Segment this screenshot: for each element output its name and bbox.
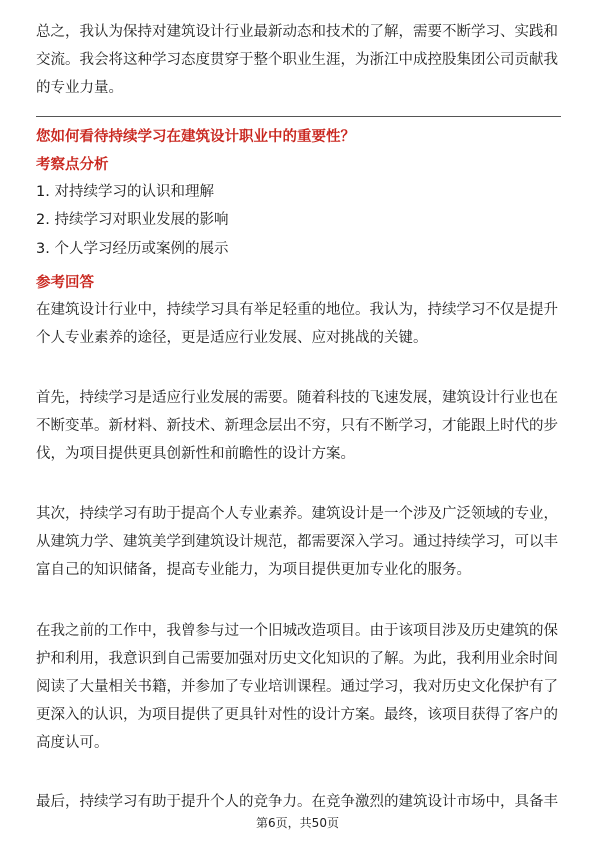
text-line: 总之，我认为保持对建筑设计行业最新动态和技术的了解，需要不断学习、实践和 (36, 24, 558, 40)
analysis-item: 3. 个人学习经历或案例的展示 (36, 241, 229, 257)
section-divider (36, 116, 561, 117)
conclusion-paragraph (36, 18, 561, 102)
text-line: 在建筑设计行业中，持续学习具有举足轻重的地位。我认为，持续学习不仅是提升 (36, 302, 558, 318)
text-line: 不断变革。新材料、新技术、新理念层出不穷，只有不断学习，才能跟上时代的步 (36, 418, 558, 434)
text-line: 更深入的认识，为项目提供了更具针对性的设计方案。最终，该项目获得了客户的 (36, 707, 558, 723)
analysis-item: 2. 持续学习对职业发展的影响 (36, 212, 229, 228)
analysis-item: 1. 对持续学习的认识和理解 (36, 184, 214, 200)
text-line: 从建筑力学、建筑美学到建筑设计规范，都需要深入学习。通过持续学习，可以丰 (36, 534, 558, 550)
text-line: 最后，持续学习有助于提升个人的竞争力。在竞争激烈的建筑设计市场中，具备丰 (36, 794, 558, 810)
text-line: 其次，持续学习有助于提高个人专业素养。建筑设计是一个涉及广泛领域的专业， (36, 506, 558, 522)
question-heading: 您如何看待持续学习在建筑设计职业中的重要性？ (36, 129, 355, 145)
answer-paragraph-4 (36, 617, 561, 757)
text-line: 富自己的知识储备，提高专业能力，为项目提供更加专业化的服务。 (36, 562, 471, 578)
analysis-heading: 考察点分析 (36, 157, 109, 173)
answer-paragraph-2 (36, 384, 561, 468)
answer-heading: 参考回答 (36, 275, 94, 291)
answer-paragraph-3 (36, 500, 561, 584)
text-line: 伐，为项目提供更具创新性和前瞻性的设计方案。 (36, 446, 355, 462)
page-footer: 第6页，共50页 (256, 816, 339, 830)
answer-paragraph-5 (36, 788, 561, 816)
text-line: 的专业力量。 (36, 80, 123, 96)
text-line: 个人专业素养的途径，更是适应行业发展、应对挑战的关键。 (36, 330, 428, 346)
text-line: 在我之前的工作中，我曾参与过一个旧城改造项目。由于该项目涉及历史建筑的保 (36, 623, 558, 639)
text-line: 护和利用，我意识到自己需要加强对历史文化知识的了解。为此，我利用业余时间 (36, 651, 558, 667)
text-line: 阅读了大量相关书籍，并参加了专业培训课程。通过学习，我对历史文化保护有了 (36, 679, 558, 695)
text-line: 首先，持续学习是适应行业发展的需要。随着科技的飞速发展，建筑设计行业也在 (36, 390, 558, 406)
text-line: 交流。我会将这种学习态度贯穿于整个职业生涯，为浙江中成控股集团公司贡献我 (36, 52, 558, 68)
answer-paragraph-1 (36, 296, 561, 352)
text-line: 高度认可。 (36, 735, 109, 751)
